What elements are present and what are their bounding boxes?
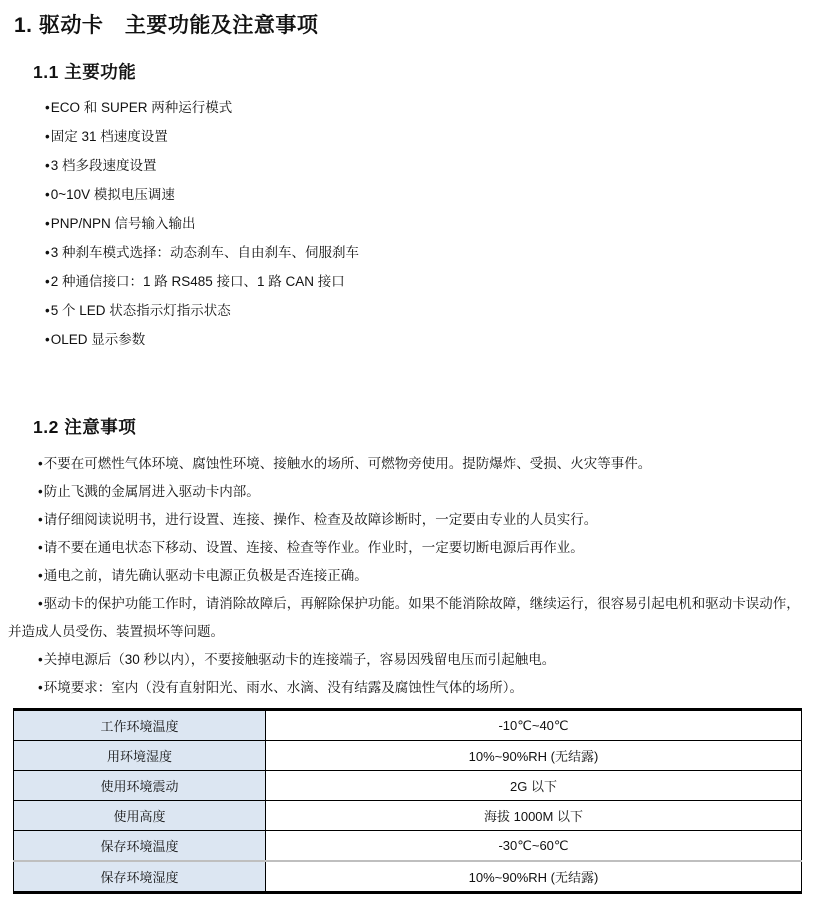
table-row [14,771,802,801]
bullet-marker-icon: • [38,680,43,695]
table-row [14,741,802,771]
feature-item-text: 5 个 LED 状态指示灯指示状态 [50,303,231,318]
bullet-marker-icon: • [38,540,43,555]
precaution-list [8,450,810,702]
feature-list-item [8,151,810,180]
env-param-value: 海拔 1000M 以下 [266,801,802,831]
env-param-value: 2G 以下 [266,771,802,801]
bullet-marker-icon: • [45,216,50,231]
precaution-list-item [8,674,810,702]
env-param-value: 10%~90%RH (无结露) [266,741,802,771]
feature-list-item [8,122,810,151]
env-param-value: -10℃~40℃ [266,710,802,741]
feature-item-text: PNP/NPN 信号输入输出 [50,216,196,231]
feature-list-item [8,180,810,209]
bullet-marker-icon: • [45,332,50,347]
feature-list [8,93,810,354]
env-param-value: 10%~90%RH (无结露) [266,861,802,893]
feature-item-text: 3 种刹车模式选择：动态刹车、自由刹车、伺服刹车 [50,245,359,260]
precaution-list-item [8,562,810,590]
env-param-label: 使用高度 [14,801,266,831]
table-row [14,801,802,831]
environment-requirements-table [13,708,802,894]
precaution-list-item [8,506,810,534]
precaution-list-item [8,450,810,478]
precaution-list-item [8,478,810,506]
feature-list-item [8,267,810,296]
bullet-marker-icon: • [38,456,43,471]
env-param-value: -30℃~60℃ [266,831,802,862]
bullet-marker-icon: • [38,484,43,499]
precaution-item-text: 环境要求：室内（没有直射阳光、雨水、水滴、没有结露及腐蚀性气体的场所）。 [43,680,523,695]
feature-item-text: 固定 31 档速度设置 [50,129,168,144]
feature-item-text: 2 种通信接口：1 路 RS485 接口、1 路 CAN 接口 [50,274,345,289]
feature-item-text: ECO 和 SUPER 两种运行模式 [50,100,233,115]
table-row [14,861,802,893]
feature-item-text: 0~10V 模拟电压调速 [50,187,175,202]
feature-list-item [8,209,810,238]
env-param-label: 使用环境震动 [14,771,266,801]
bullet-marker-icon: • [38,596,43,611]
bullet-marker-icon: • [45,129,50,144]
env-param-label: 工作环境温度 [14,710,266,741]
page-title: 1. 驱动卡 主要功能及注意事项 [14,14,319,37]
bullet-marker-icon: • [45,245,50,260]
precaution-item-text: 不要在可燃性气体环境、腐蚀性环境、接触水的场所、可燃物旁使用。提防爆炸、受损、火灾等事件。 [43,456,652,471]
feature-item-text: OLED 显示参数 [50,332,146,347]
precaution-item-text: 请不要在通电状态下移动、设置、连接、检查等作业。作业时，一定要切断电源后再作业。 [43,540,584,555]
env-param-label: 用环境湿度 [14,741,266,771]
section-1-1-heading: 1.1 主要功能 [33,62,137,82]
bullet-marker-icon: • [38,652,43,667]
feature-list-item [8,93,810,122]
section-precautions [8,417,810,702]
bullet-marker-icon: • [45,187,50,202]
table-row [14,710,802,741]
feature-list-item [8,325,810,354]
section-main-features [8,62,810,354]
environment-table-body [14,710,802,893]
feature-list-item [8,238,810,267]
table-row [14,831,802,862]
bullet-marker-icon: • [45,100,50,115]
precaution-item-text: 关掉电源后（30 秒以内），不要接触驱动卡的连接端子，容易因残留电压而引起触电。 [43,652,556,667]
feature-list-item [8,296,810,325]
precaution-item-text: 通电之前，请先确认驱动卡电源正负极是否连接正确。 [43,568,368,583]
env-param-label: 保存环境温度 [14,831,266,862]
section-1-2-heading: 1.2 注意事项 [33,417,137,437]
precaution-list-item [8,646,810,674]
precaution-item-text: 请仔细阅读说明书，进行设置、连接、操作、检查及故障诊断时，一定要由专业的人员实行。 [43,512,598,527]
bullet-marker-icon: • [45,303,50,318]
bullet-marker-icon: • [38,568,43,583]
precaution-item-text: 防止飞溅的金属屑进入驱动卡内部。 [43,484,260,499]
env-param-label: 保存环境湿度 [14,861,266,893]
precaution-item-text: 驱动卡的保护功能工作时，请消除故障后，再解除保护功能。如果不能消除故障，继续运行，很容易引起电机和驱动卡误动作，并造成人员受伤、装置损坏等问题。 [8,596,800,639]
precaution-list-item [8,534,810,562]
feature-item-text: 3 档多段速度设置 [50,158,157,173]
precaution-list-item [8,590,810,646]
bullet-marker-icon: • [45,274,50,289]
bullet-marker-icon: • [45,158,50,173]
bullet-marker-icon: • [38,512,43,527]
